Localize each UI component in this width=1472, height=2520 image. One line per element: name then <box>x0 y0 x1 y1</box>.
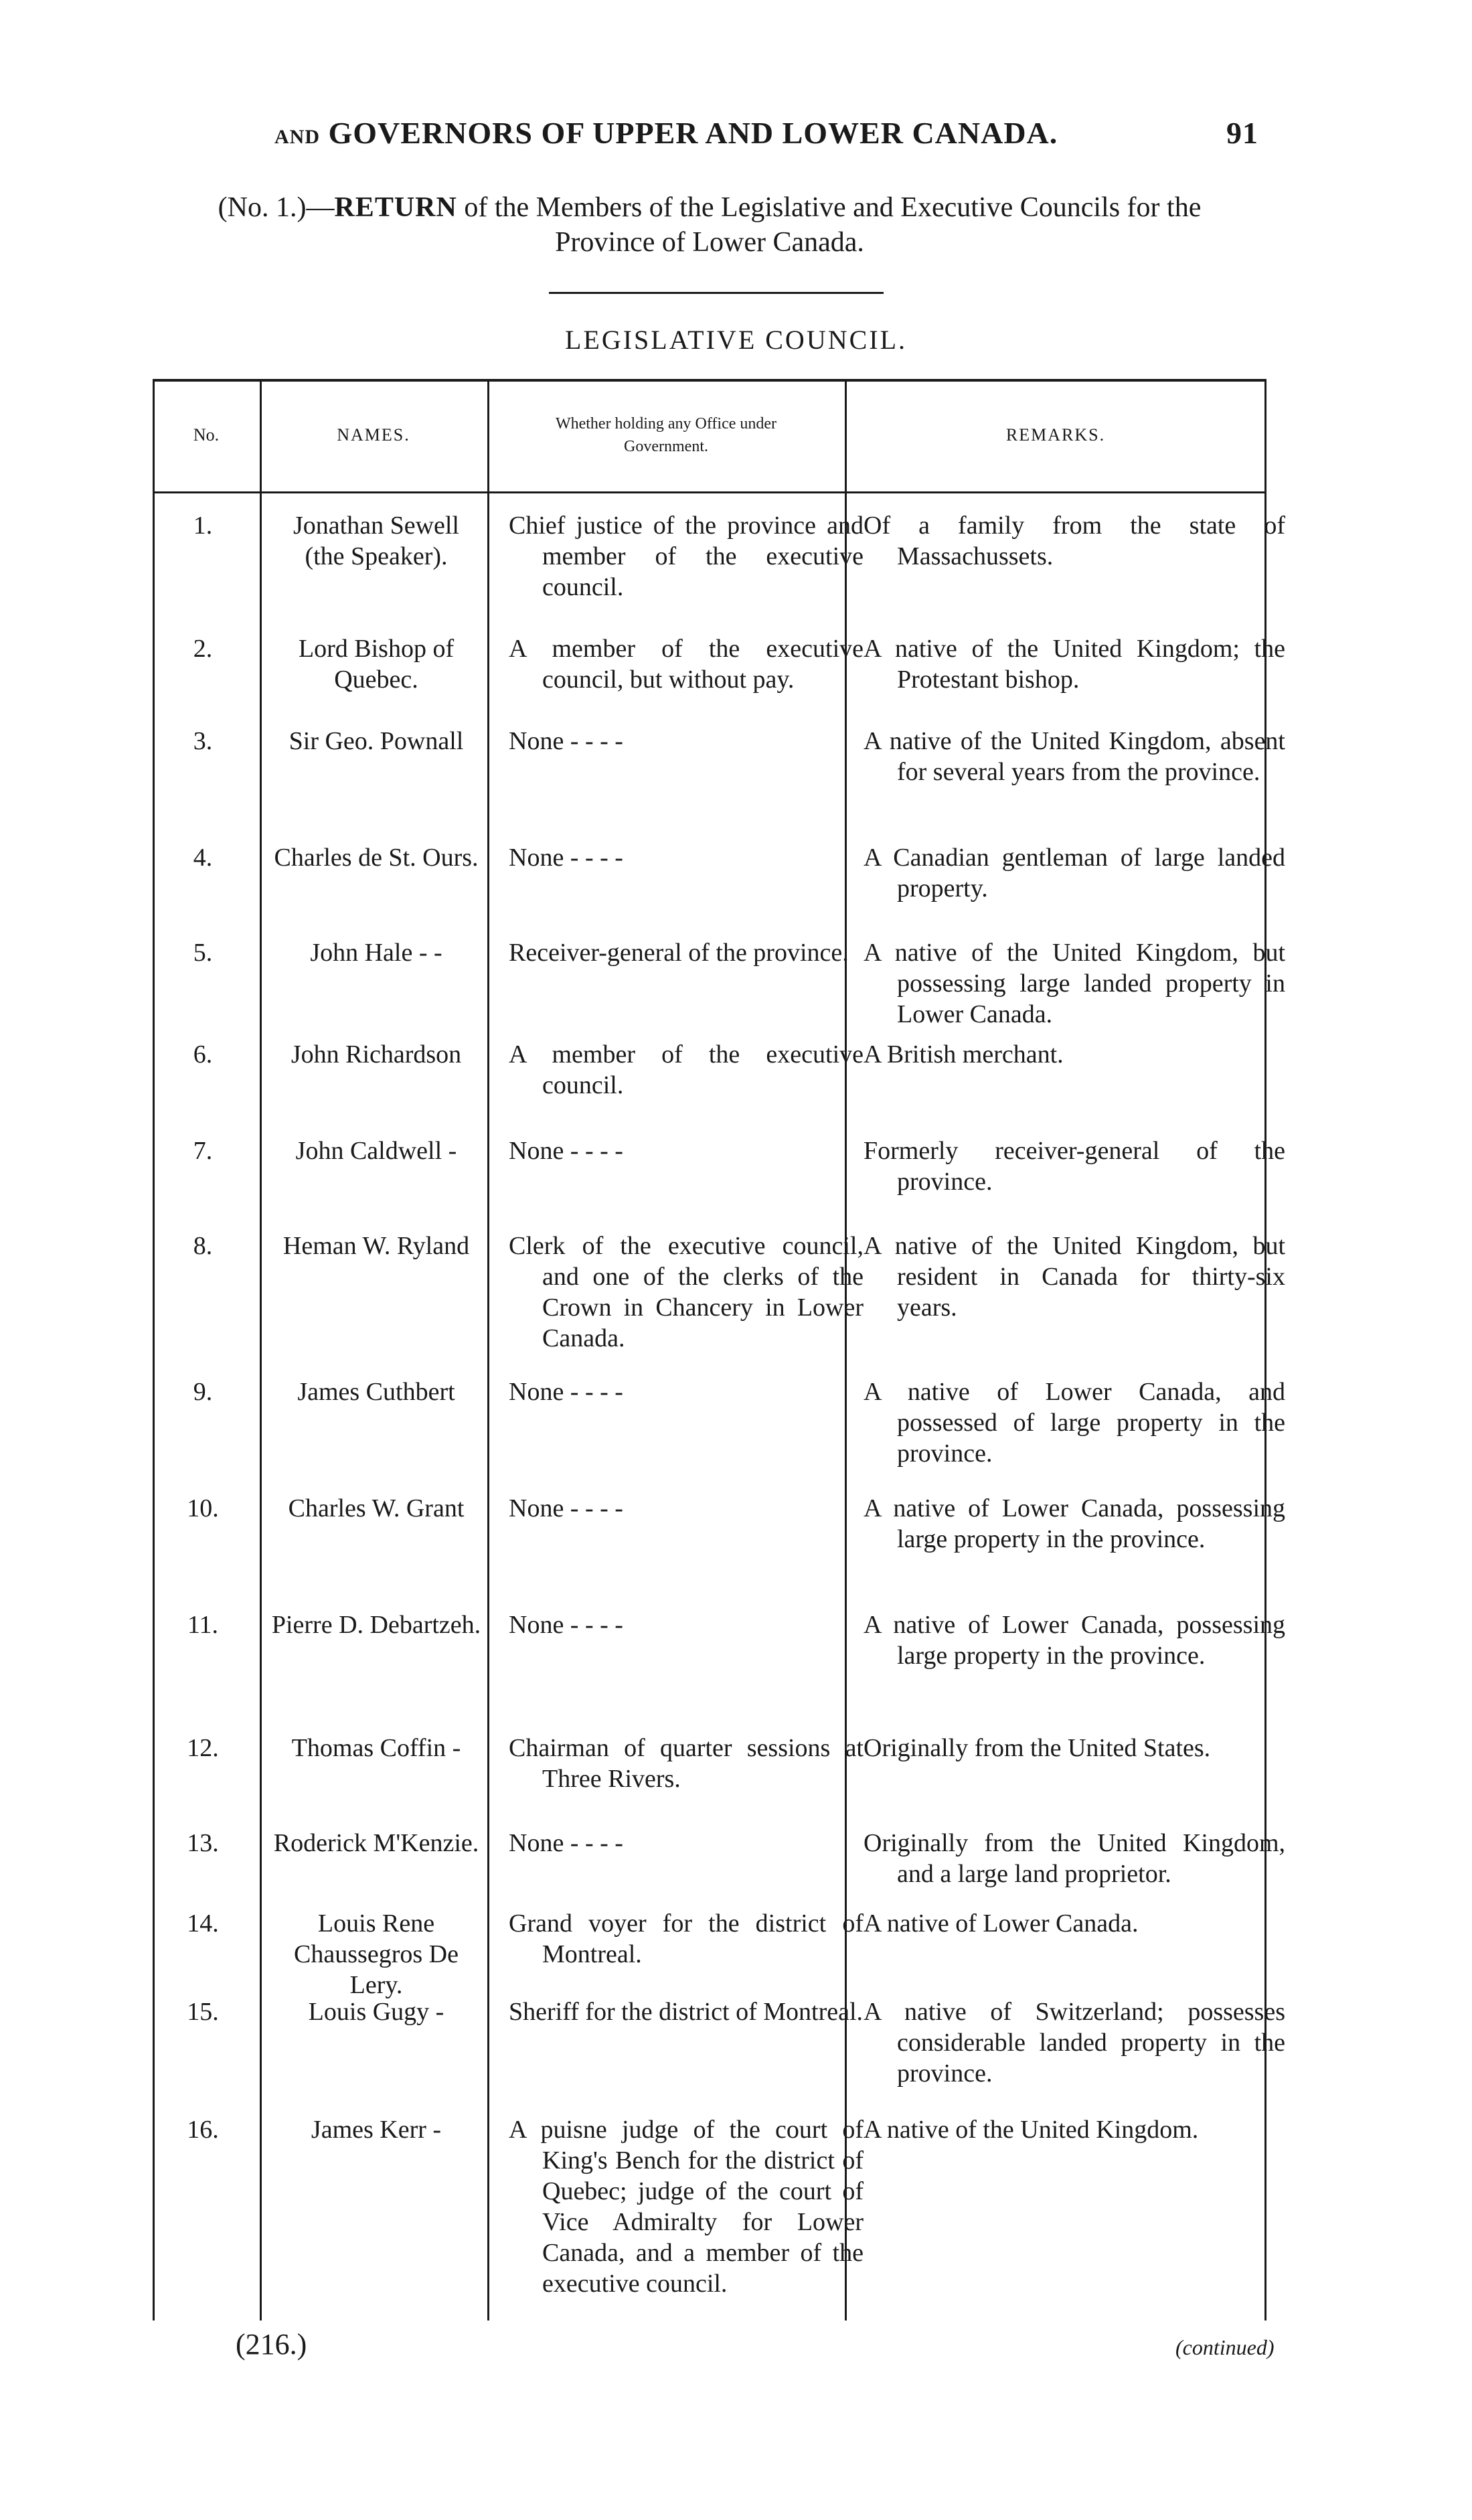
member-name: Charles de St. Ours. <box>274 844 479 872</box>
office-held: None - - - - <box>509 1378 623 1406</box>
remarks: A native of the United Kingdom; the Protestant bishop. <box>864 635 1285 694</box>
member-name: John Richardson <box>291 1040 462 1069</box>
office-held: A puisne judge of the court of King's Bench for the district of Quebec; judge of the court of Vice Admiralty for Lower Canada, and a member of the executive council. <box>509 2116 864 2298</box>
member-name: John Caldwell - <box>295 1137 457 1165</box>
remarks: A native of Switzerland; possesses considerable landed property in the province. <box>864 1998 1285 2088</box>
row-number: 13. <box>187 1829 219 1857</box>
running-head-text: GOVERNORS OF UPPER AND LOWER CANADA. <box>328 116 1058 150</box>
member-name: Pierre D. Debartzeh. <box>271 1611 481 1639</box>
row-number: 11. <box>187 1611 219 1639</box>
column-divider <box>260 379 262 2320</box>
page-number: 91 <box>1226 116 1258 150</box>
row-number: 12. <box>187 1734 219 1762</box>
office-held: Chairman of quarter sessions at Three Rivers. <box>509 1734 864 1793</box>
row-number: 5. <box>193 939 213 967</box>
column-divider <box>487 379 489 2320</box>
remarks: Formerly receiver-general of the province. <box>864 1137 1285 1196</box>
row-number: 4. <box>193 844 213 872</box>
remarks: A native of Lower Canada, possessing large property in the province. <box>864 1494 1285 1553</box>
signature-mark: (216.) <box>236 2328 307 2361</box>
row-number: 15. <box>187 1998 219 2026</box>
row-number: 7. <box>193 1137 213 1165</box>
member-name: Charles W. Grant <box>288 1494 465 1522</box>
member-name: Roderick M'Kenzie. <box>273 1829 479 1857</box>
continued-note: (continued) <box>1175 2335 1275 2359</box>
member-name: Lord Bishop of Quebec. <box>298 635 455 694</box>
member-name: Jonathan Sewell (the Speaker). <box>293 511 459 570</box>
header-no: No. <box>193 425 220 445</box>
table-header-rule <box>153 491 1266 493</box>
return-title-line1 <box>161 190 1258 225</box>
members-table <box>153 379 1285 2320</box>
running-head-title <box>274 115 1058 151</box>
office-held: None - - - - <box>509 1611 623 1639</box>
row-number: 8. <box>193 1232 213 1260</box>
office-held: Grand voyer for the district of Montreal. <box>509 1909 864 1968</box>
row-number: 16. <box>187 2116 219 2144</box>
remarks: A native of the United Kingdom, but possessing large landed property in Lower Canada. <box>864 939 1285 1028</box>
office-held: Clerk of the executive council, and one of the clerks of the Crown in Chancery in Lower Canada. <box>509 1232 864 1352</box>
remarks: A Canadian gentleman of large landed property. <box>864 844 1285 902</box>
header-remarks: REMARKS. <box>1005 425 1106 445</box>
member-name: Thomas Coffin - <box>291 1734 461 1762</box>
remarks: Of a family from the state of Massachussets. <box>864 511 1285 570</box>
office-held: None - - - - <box>509 1494 623 1522</box>
remarks: A native of the United Kingdom. <box>864 2116 1199 2144</box>
return-number: (No. 1.)— <box>218 192 335 223</box>
office-held: None - - - - <box>509 844 623 872</box>
row-number: 1. <box>193 511 213 540</box>
row-number: 10. <box>187 1494 219 1522</box>
row-number: 3. <box>193 727 213 755</box>
return-title <box>161 190 1258 260</box>
title-divider <box>549 292 884 294</box>
row-number: 9. <box>193 1378 213 1406</box>
office-held: Chief justice of the province and member of the executive council. <box>509 511 864 601</box>
header-names: NAMES. <box>337 425 410 445</box>
header-office: Whether holding any Office under Government. <box>555 415 777 455</box>
remarks: A British merchant. <box>864 1040 1064 1069</box>
table-left-border <box>153 379 155 2320</box>
remarks: A native of Lower Canada, and possessed of large property in the province. <box>864 1378 1285 1468</box>
remarks: A native of Lower Canada, possessing large property in the province. <box>864 1611 1285 1670</box>
council-title: LEGISLATIVE COUNCIL. <box>564 325 908 355</box>
office-held: A member of the executive council, but without pay. <box>509 635 864 694</box>
office-held: None - - - - <box>509 727 623 755</box>
member-name: Louis Rene Chaussegros De Lery. <box>294 1909 459 1999</box>
office-held: None - - - - <box>509 1829 623 1857</box>
remarks: Originally from the United States. <box>864 1734 1211 1762</box>
remarks: Originally from the United Kingdom, and a large land proprietor. <box>864 1829 1285 1888</box>
return-word: RETURN <box>334 192 457 223</box>
member-name: Heman W. Ryland <box>282 1232 470 1260</box>
member-name: Sir Geo. Pownall <box>289 727 464 755</box>
member-name: Louis Gugy - <box>308 1998 444 2026</box>
office-held: Receiver-general of the province. <box>509 939 849 967</box>
office-held: A member of the executive council. <box>509 1040 864 1099</box>
return-title-line2: Province of Lower Canada. <box>555 227 864 258</box>
member-name: James Cuthbert <box>297 1378 455 1406</box>
running-head-prefix: AND <box>274 126 320 148</box>
return-title-rest: of the Members of the Legislative and Executive Councils for the <box>464 192 1202 223</box>
remarks: A native of Lower Canada. <box>864 1909 1139 1938</box>
remarks: A native of the United Kingdom, but resident in Canada for thirty-six years. <box>864 1232 1285 1322</box>
member-name: James Kerr - <box>311 2116 442 2144</box>
remarks: A native of the United Kingdom, absent for several years from the province. <box>864 727 1285 786</box>
office-held: None - - - - <box>509 1137 623 1165</box>
row-number: 6. <box>193 1040 213 1069</box>
row-number: 14. <box>187 1909 219 1938</box>
office-held: Sheriff for the district of Montreal. <box>509 1998 864 2026</box>
row-number: 2. <box>193 635 213 663</box>
member-name: John Hale - - <box>310 939 442 967</box>
